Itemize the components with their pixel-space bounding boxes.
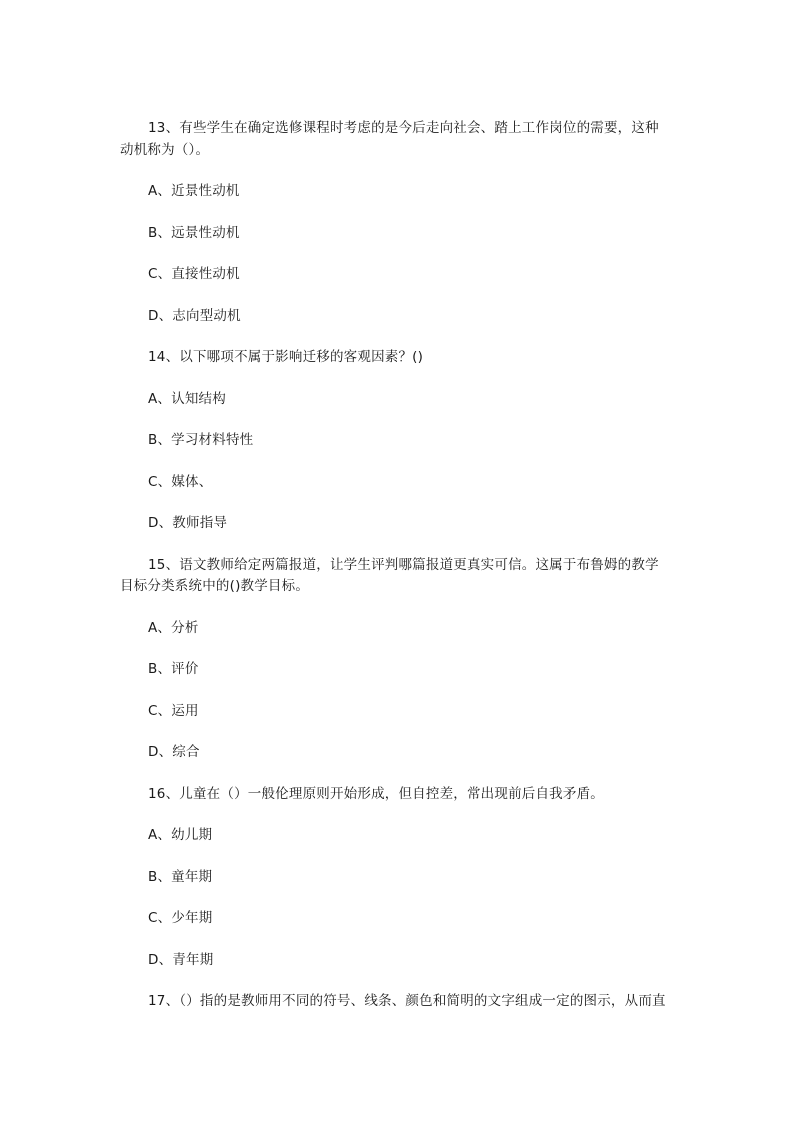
question-16-option-c: C、少年期 [148, 910, 213, 926]
question-14-stem: 14、以下哪项不属于影响迁移的客观因素？() [148, 349, 424, 365]
question-15-option-b: B、评价 [148, 661, 199, 677]
question-16-stem: 16、儿童在（）一般伦理原则开始形成，但自控差，常出现前后自我矛盾。 [148, 786, 604, 802]
question-13-stem-continued: 动机称为（）。 [120, 142, 210, 158]
question-15-option-a: A、分析 [148, 620, 199, 636]
question-14-option-c: C、媒体、 [148, 474, 213, 490]
question-13-option-d: D、志向型动机 [148, 308, 241, 324]
question-13-option-b: B、远景性动机 [148, 225, 240, 241]
question-16-option-a: A、幼儿期 [148, 827, 213, 843]
question-15-option-d: D、综合 [148, 744, 200, 760]
question-15-stem-continued: 目标分类系统中的()教学目标。 [120, 578, 310, 594]
question-13-option-a: A、近景性动机 [148, 183, 240, 199]
question-16-option-b: B、童年期 [148, 869, 213, 885]
question-13-stem: 13、有些学生在确定选修课程时考虑的是今后走向社会、踏上工作岗位的需要，这种 [148, 120, 659, 136]
question-14-option-d: D、教师指导 [148, 515, 228, 531]
question-16-option-d: D、青年期 [148, 952, 214, 968]
question-14-option-b: B、学习材料特性 [148, 432, 254, 448]
question-14-option-a: A、认知结构 [148, 391, 226, 407]
question-13-option-c: C、直接性动机 [148, 266, 240, 282]
question-15-option-c: C、运用 [148, 703, 199, 719]
question-15-stem: 15、语文教师给定两篇报道，让学生评判哪篇报道更真实可信。这属于布鲁姆的教学 [148, 557, 659, 573]
question-17-stem: 17、（）指的是教师用不同的符号、线条、颜色和简明的文字组成一定的图示，从而直 [148, 993, 666, 1009]
